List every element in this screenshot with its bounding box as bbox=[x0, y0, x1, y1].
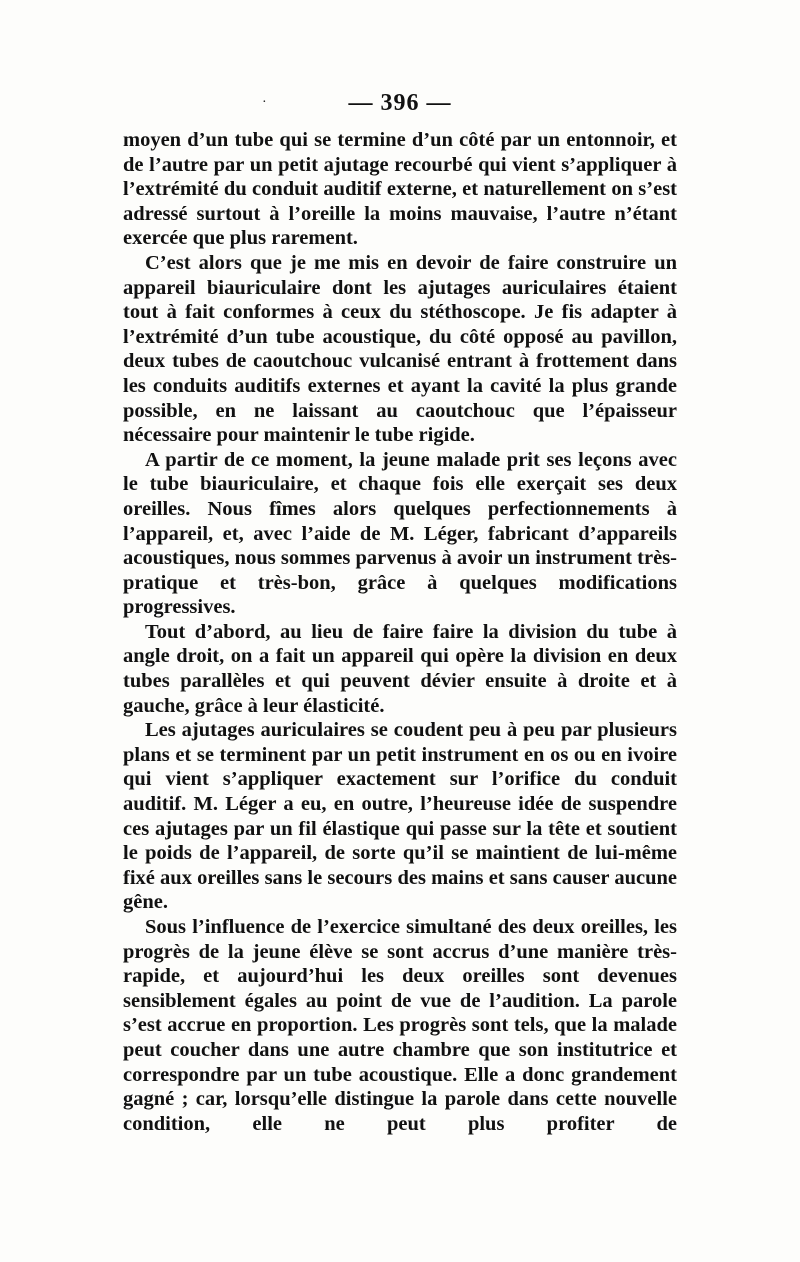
paragraph-6: Sous l’influence de l’exercice simultané des deux oreilles, les progrès de la jeune élève se sont accrus d’une manière très-rapide, et aujourd’hui les deux oreilles sont devenues sensiblement égales au point de vue de l’audition. La parole s’est accrue en proportion. Les progrès sont tels, que la malade peut coucher dans une autre chambre que son institutrice et correspondre par un tube acoustique. Elle a donc grandement gagné ; car, lorsqu’elle distingue la parole dans cette nouvelle condition, elle ne peut plus profiter de bbox=[123, 916, 677, 1135]
paragraph-2: C’est alors que je me mis en devoir de faire construire un appareil biauriculaire dont les ajutages auriculaires étaient tout à fait conformes à ceux du stéthoscope. Je fis adapter à l’extrémité d’un tube acoustique, du côté opposé au pavillon, deux tubes de caoutchouc vulcanisé entrant à frottement dans les conduits auditifs externes et ayant la cavité la plus grande possible, en ne laissant au caoutchouc que l’épaisseur nécessaire pour maintenir le tube rigide. bbox=[123, 251, 677, 447]
stray-dot: · bbox=[262, 95, 267, 110]
paragraph-4: Tout d’abord, au lieu de faire faire la division du tube à angle droit, on a fait un appareil qui opère la division en deux tubes parallèles et qui peuvent dévier ensuite à droite et à gauche, grâce à leur élasticité. bbox=[123, 620, 677, 717]
page-number: — 396 — bbox=[348, 90, 452, 116]
paragraph-3: A partir de ce moment, la jeune malade prit ses leçons avec le tube biauriculaire, et chaque fois elle exerçait ses deux oreilles. Nous fîmes alors quelques perfectionnements à l’appareil, et, avec l’aide de M. Léger, fabricant d’appareils acoustiques, nous sommes parvenus à avoir un instrument très-pratique et très-bon, grâce à quelques modifications progressives. bbox=[123, 448, 677, 619]
body-text bbox=[123, 128, 677, 1136]
paragraph-5: Les ajutages auriculaires se coudent peu à peu par plusieurs plans et se terminent par un petit instrument en os ou en ivoire qui vient s’appliquer exactement sur l’orifice du conduit auditif. M. Léger a eu, en outre, l’heureuse idée de suspendre ces ajutages par un fil élastique qui passe sur la tête et soutient le poids de l’appareil, de sorte qu’il se maintient de lui-même fixé aux oreilles sans le secours des mains et sans causer aucune gêne. bbox=[123, 719, 677, 914]
paragraph-1: moyen d’un tube qui se termine d’un côté par un entonnoir, et de l’autre par un petit ajutage recourbé qui vient s’appliquer à l’extrémité du conduit auditif externe, et naturellement on s’est adressé surtout à l’oreille la moins mauvaise, l’autre n’étant exercée que plus rarement. bbox=[123, 129, 677, 250]
